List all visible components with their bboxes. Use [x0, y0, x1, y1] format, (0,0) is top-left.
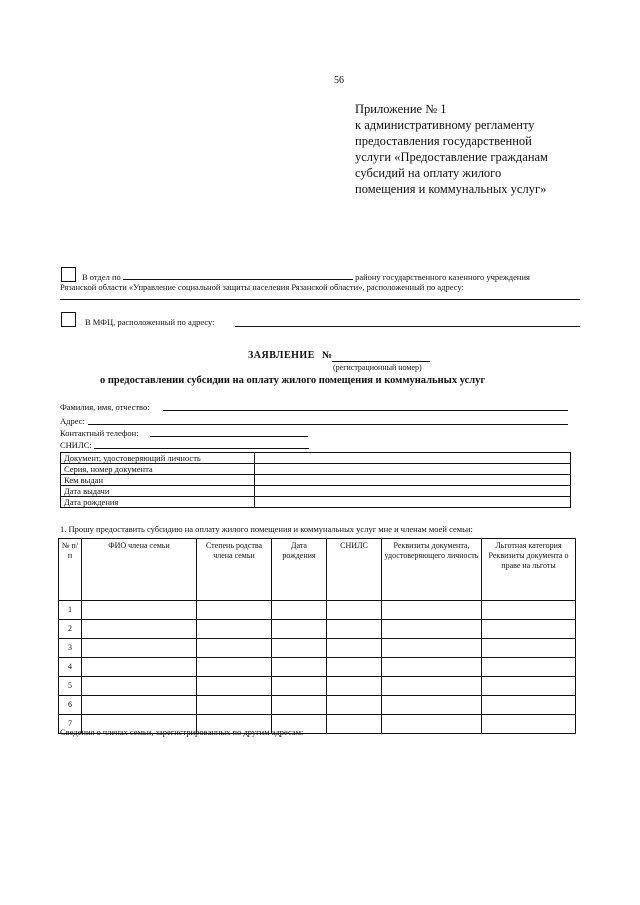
col-header-snils: СНИЛС — [327, 539, 382, 601]
row-number: 1 — [59, 601, 82, 620]
cell[interactable] — [82, 620, 197, 639]
cell[interactable] — [82, 639, 197, 658]
appendix-line: предоставления государственной — [355, 134, 532, 148]
col-header-benefit: Льготная категория Реквизиты документа о праве на льготы — [482, 539, 576, 601]
cell[interactable] — [482, 658, 576, 677]
cell[interactable] — [82, 696, 197, 715]
cell[interactable] — [197, 620, 272, 639]
doc-value-cell[interactable] — [255, 475, 571, 486]
cell[interactable] — [82, 658, 197, 677]
table-row — [59, 639, 576, 658]
phone-field[interactable] — [150, 436, 308, 437]
department-address-field[interactable] — [60, 299, 580, 300]
table-row — [61, 475, 571, 486]
cell[interactable] — [272, 658, 327, 677]
cell[interactable] — [272, 601, 327, 620]
doc-value-cell[interactable] — [255, 497, 571, 508]
cell[interactable] — [382, 696, 482, 715]
cell[interactable] — [327, 620, 382, 639]
fio-label: Фамилия, имя, отчество: — [60, 402, 150, 412]
col-header-name: ФИО члена семьи — [82, 539, 197, 601]
cell[interactable] — [272, 677, 327, 696]
cell[interactable] — [382, 677, 482, 696]
table-row — [59, 658, 576, 677]
department-address-label: Рязанской области «Управление социальной защиты населения Рязанской области», расположенный по адресу: — [60, 282, 464, 292]
footer-text: Сведения о членах семьи, зарегистрированных по другим адресам: — [60, 727, 304, 737]
doc-value-cell[interactable] — [255, 464, 571, 475]
table-row — [59, 677, 576, 696]
appendix-header — [355, 101, 595, 197]
address-field[interactable] — [88, 424, 568, 425]
doc-value-cell[interactable] — [255, 453, 571, 464]
family-members-table — [58, 538, 576, 734]
cell[interactable] — [482, 620, 576, 639]
table-row — [61, 464, 571, 475]
identity-document-table — [60, 452, 571, 508]
cell[interactable] — [382, 620, 482, 639]
cell[interactable] — [272, 639, 327, 658]
mfc-label: В МФЦ, расположенный по адресу: — [85, 317, 215, 327]
cell[interactable] — [327, 696, 382, 715]
col-header-number: № п/п — [59, 539, 82, 601]
address-label: Адрес: — [60, 416, 85, 426]
appendix-line: Приложение № 1 — [355, 102, 447, 116]
cell[interactable] — [482, 601, 576, 620]
cell[interactable] — [197, 601, 272, 620]
cell[interactable] — [382, 715, 482, 734]
doc-label: Серия, номер документа — [61, 464, 255, 475]
statement-subtitle: о предоставлении субсидии на оплату жилого помещения и коммунальных услуг — [100, 375, 486, 386]
row-number: 7 — [59, 715, 82, 734]
table-row — [61, 486, 571, 497]
cell[interactable] — [482, 639, 576, 658]
cell[interactable] — [482, 696, 576, 715]
department-suffix: району государственного казенного учреждения — [355, 272, 530, 282]
cell[interactable] — [382, 658, 482, 677]
row-number: 6 — [59, 696, 82, 715]
appendix-line: услуги «Предоставление гражданам — [355, 150, 548, 164]
row-number: 4 — [59, 658, 82, 677]
cell[interactable] — [327, 658, 382, 677]
table-row — [61, 453, 571, 464]
doc-label: Кем выдан — [61, 475, 255, 486]
family-table-header — [59, 539, 576, 601]
appendix-line: субсидий на оплату жилого — [355, 166, 502, 180]
table-row — [61, 497, 571, 508]
cell[interactable] — [327, 639, 382, 658]
row-number: 5 — [59, 677, 82, 696]
request-text: 1. Прошу предоставить субсидию на оплату жилого помещения и коммунальных услуг мне и членам моей семьи: — [60, 524, 473, 534]
cell[interactable] — [482, 715, 576, 734]
cell[interactable] — [327, 715, 382, 734]
phone-label: Контактный телефон: — [60, 428, 139, 438]
row-number: 2 — [59, 620, 82, 639]
table-row — [59, 601, 576, 620]
department-checkbox[interactable] — [61, 267, 76, 282]
cell[interactable] — [272, 620, 327, 639]
cell[interactable] — [197, 677, 272, 696]
cell[interactable] — [482, 677, 576, 696]
doc-label: Дата рождения — [61, 497, 255, 508]
fio-field[interactable] — [163, 410, 568, 411]
district-field[interactable] — [123, 270, 353, 280]
department-prefix: В отдел по — [82, 272, 121, 282]
col-header-birthdate: Дата рождения — [272, 539, 327, 601]
cell[interactable] — [272, 696, 327, 715]
snils-label: СНИЛС: — [60, 440, 92, 450]
row-number: 3 — [59, 639, 82, 658]
doc-label: Дата выдачи — [61, 486, 255, 497]
table-row — [59, 696, 576, 715]
doc-label: Документ, удостоверяющий личность — [61, 453, 255, 464]
mfc-checkbox[interactable] — [61, 312, 76, 327]
cell[interactable] — [327, 601, 382, 620]
cell[interactable] — [82, 677, 197, 696]
col-header-relation: Степень родства члена семьи — [197, 539, 272, 601]
cell[interactable] — [82, 601, 197, 620]
table-row — [59, 620, 576, 639]
cell[interactable] — [382, 639, 482, 658]
appendix-line: к административному регламенту — [355, 118, 535, 132]
department-line — [82, 270, 530, 282]
cell[interactable] — [327, 677, 382, 696]
page-number: 56 — [334, 75, 344, 86]
registration-note: (регистрационный номер) — [333, 363, 422, 372]
registration-number-field[interactable] — [332, 361, 430, 362]
cell[interactable] — [197, 696, 272, 715]
number-sign: № — [322, 350, 333, 361]
mfc-address-field[interactable] — [235, 326, 580, 327]
col-header-id-document: Реквизиты документа, удостоверяющего личность — [382, 539, 482, 601]
statement-title: ЗАЯВЛЕНИЕ — [248, 350, 315, 361]
cell[interactable] — [197, 639, 272, 658]
cell[interactable] — [197, 658, 272, 677]
appendix-line: помещения и коммунальных услуг» — [355, 182, 547, 196]
cell[interactable] — [382, 601, 482, 620]
doc-value-cell[interactable] — [255, 486, 571, 497]
snils-field[interactable] — [94, 448, 309, 449]
